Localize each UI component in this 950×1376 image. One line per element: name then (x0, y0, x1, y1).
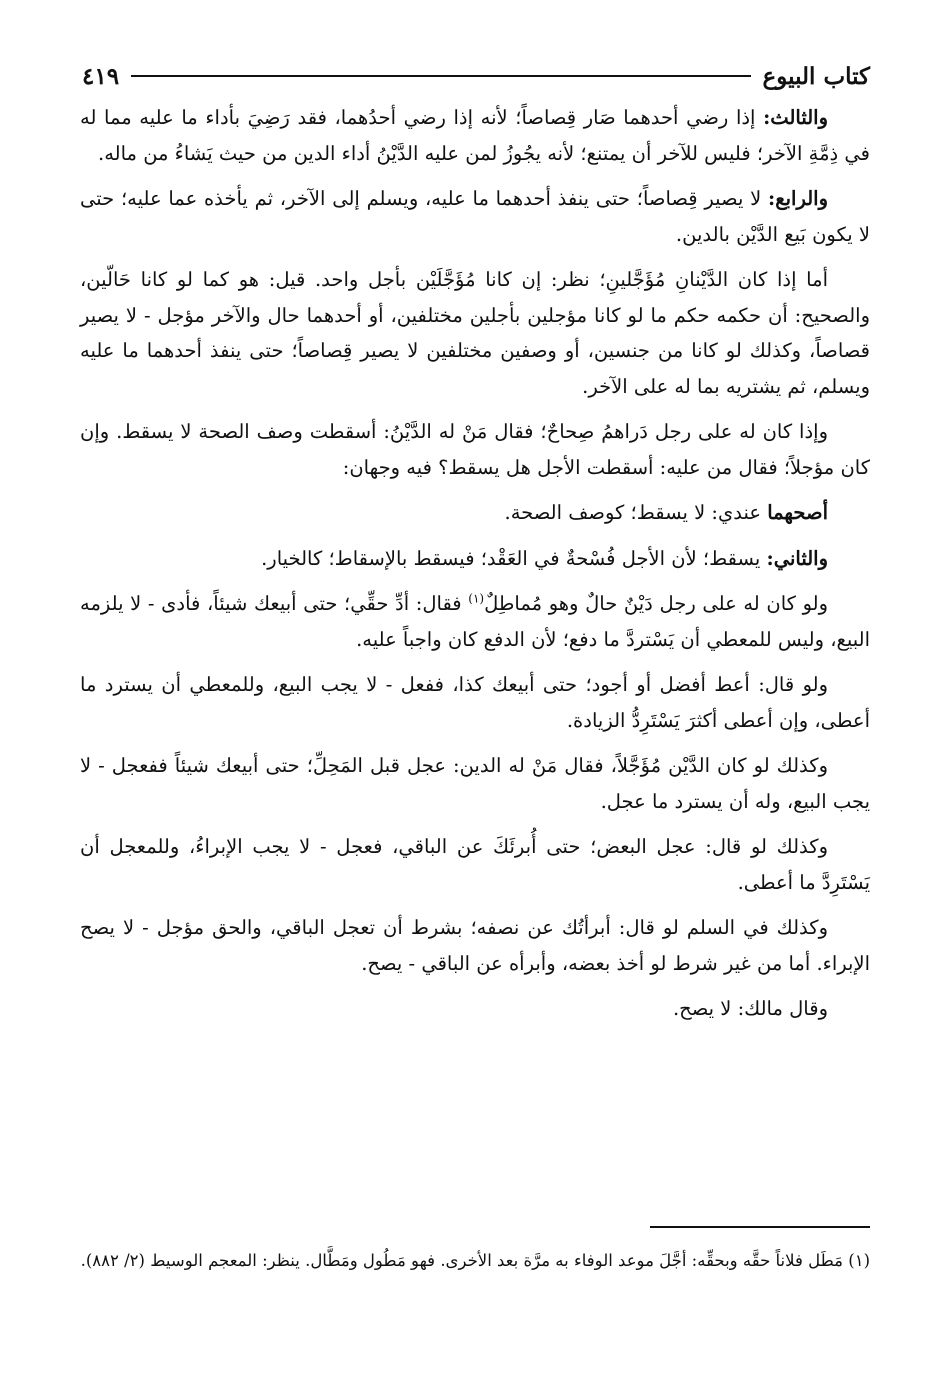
paragraph-lead: أصحهما (767, 501, 828, 524)
footnote-marker: (١) (848, 1251, 870, 1270)
paragraph (80, 262, 870, 404)
footnote-text: مَطَل فلاناً حقَّه وبحقِّه: أجَّلَ موعد الوفاء به مرَّة بعد الأخرى. فهو مَطُول ومَطَّال. ينظر: المعجم الوسيط (٢/ ٨٨٢). (80, 1251, 843, 1270)
paragraph (80, 100, 870, 171)
paragraph-text: أما إذا كان الدَّيْنانِ مُؤَجَّلينِ؛ نظر: إن كانا مُؤَجَّلَيْن بأجل واحد. قيل: هو كما لو كانا حَالّين، والصحيح: أن حكمه حكم ما لو كانا مؤجلين بأجلين مختلفين، أو أحدهما حال والآخر مؤجل - لا يصير قصاصاً، وكذلك لو كانا من جنسين، أو وصفين مختلفين لا يصير قِصاصاً؛ حتى ينفذ أحدهما ما عليه ويسلم، ثم يشتريه بما له على الآخر. (80, 268, 870, 398)
paragraph (80, 181, 870, 252)
paragraph (80, 748, 870, 819)
paragraph (80, 414, 870, 485)
footnote-reference[interactable]: (١) (468, 591, 485, 606)
running-title: كتاب البيوع (762, 62, 870, 90)
paragraph-text: عندي: لا يسقط؛ كوصف الصحة. (504, 501, 762, 524)
paragraph-text: وكذلك لو كان الدَّيْن مُؤَجَّلاً، فقال مَنْ له الدين: عجل قبل المَحِلِّ؛ حتى أبيعك شيئاً ففعجل - لا يجب البيع، وله أن يسترد ما عجل. (80, 754, 870, 813)
paragraph-text: وقال مالك: لا يصح. (672, 997, 828, 1020)
paragraph (80, 667, 870, 738)
paragraph (80, 829, 870, 900)
paragraph-text: يسقط؛ لأن الأجل فُسْحةٌ في العَقْد؛ فيسقط بالإسقاط؛ كالخيار. (261, 546, 761, 570)
paragraph-text: وكذلك في السلم لو قال: أبرأتُك عن نصفه؛ بشرط أن تعجل الباقي، والحق مؤجل - لا يصح الإبراء. أما من غير شرط لو أخذ بعضه، وأبرأه عن الباقي - يصح. (80, 916, 870, 975)
paragraph (80, 541, 870, 577)
paragraph-lead: والرابع: (768, 187, 829, 210)
main-text (80, 100, 870, 1037)
page-header (82, 58, 870, 94)
footnote (80, 1244, 870, 1277)
paragraph-text: وكذلك لو قال: عجل البعض؛ حتى أُبرئَكَ عن الباقي، فعجل - لا يجب الإبراءُ، وللمعجل أن يَسْتَرِدَّ ما أعطى. (80, 835, 870, 894)
paragraph-text: وإذا كان له على رجل دَراهمُ صِحاحٌ؛ فقال مَنْ له الدَّيْنُ: أسقطت وصف الصحة لا يسقط. وإن كان مؤجلاً؛ فقال من عليه: أسقطت الأجل هل يسقط؟ فيه وجهان: (80, 420, 870, 479)
paragraph (80, 586, 870, 657)
header-rule (131, 75, 750, 77)
paragraph-text: لا يصير قِصاصاً؛ حتى ينفذ أحدهما ما عليه، ويسلم إلى الآخر، ثم يأخذه عما عليه؛ حتى لا يكون بَيع الدَّيْن بالدين. (80, 187, 870, 246)
footnote-separator (650, 1226, 870, 1228)
paragraph-text: ولو قال: أعط أفضل أو أجود؛ حتى أبيعك كذا، ففعل - لا يجب البيع، وللمعطي أن يسترد ما أعطى، وإن أعطى أكثرَ يَسْتَرِدُّ الزيادة. (80, 673, 870, 732)
paragraph-text-after: فقال: أدِّ حقِّي؛ حتى أبيعك شيئاً، فأدى - لا يلزمه البيع، وليس للمعطي أن يَسْتردَّ ما دفع؛ لأن الدفع كان واجباً عليه. (80, 592, 870, 651)
paragraph (80, 495, 870, 531)
paragraph (80, 991, 870, 1027)
footnotes (80, 1244, 870, 1277)
page-number: ٤١٩ (82, 62, 120, 90)
paragraph (80, 910, 870, 981)
paragraph-text: ولو كان له على رجل دَيْنٌ حالٌ وهو مُماطِلٌ (484, 592, 828, 615)
paragraph-lead: والثاني: (766, 546, 828, 570)
paragraph-text: إذا رضي أحدهما صَار قِصاصاً؛ لأنه إذا رضي أحدُهما، فقد رَضِيَ بأداء ما عليه مما له في ذِمَّةِ الآخر؛ فليس للآخر أن يمتنع؛ لأنه يجُوزُ لمن عليه الدَّيْنُ أداء الدين من حيث يَشاءُ من ماله. (80, 106, 870, 165)
paragraph-lead: والثالث: (763, 106, 828, 129)
